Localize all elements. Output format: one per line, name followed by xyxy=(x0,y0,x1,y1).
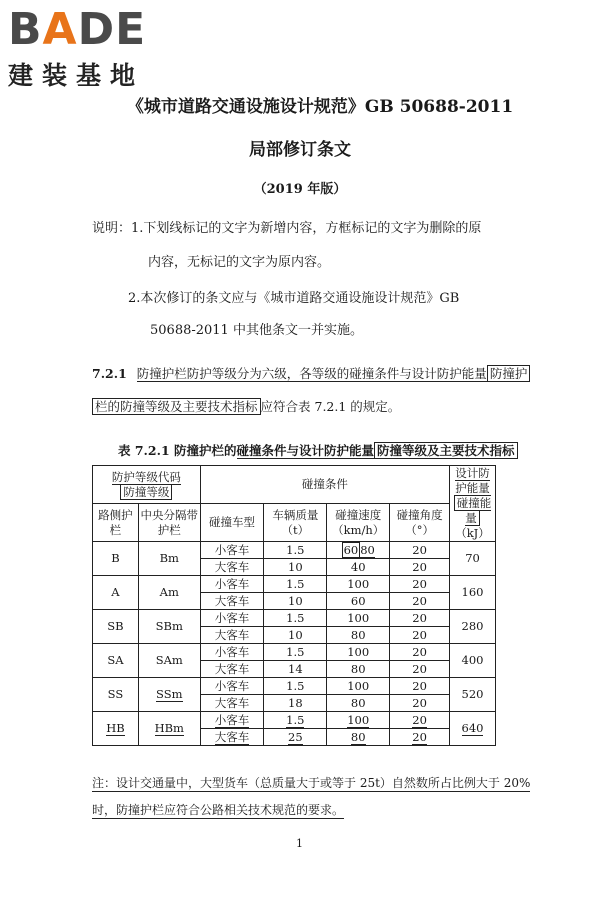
cell-vehicle: 小客车 xyxy=(200,542,264,559)
cell-speed: 100 xyxy=(327,644,390,661)
cell-vehicle: 大客车 xyxy=(200,729,264,746)
table-row xyxy=(93,542,496,559)
cell-mass: 10 xyxy=(264,627,327,644)
cell-angle: 20 xyxy=(390,729,450,746)
table-row xyxy=(93,678,496,695)
cell-angle: 20 xyxy=(390,695,450,712)
cell-vehicle: 小客车 xyxy=(200,610,264,627)
doc-title: 《城市道路交通设施设计规范》GB 50688-2011 xyxy=(126,97,514,117)
cell-roadside-level: A xyxy=(93,576,139,610)
cell-vehicle: 小客车 xyxy=(200,712,264,729)
header-median: 中央分隔带护栏 xyxy=(138,504,200,542)
barrier-spec-table xyxy=(92,465,496,746)
cell-energy: 70 xyxy=(450,542,496,576)
cell-mass: 1.5 xyxy=(264,678,327,695)
cell-median-level: Bm xyxy=(138,542,200,576)
header-energy-added: 设计防护能量 xyxy=(455,466,490,495)
cell-angle: 20 xyxy=(390,559,450,576)
cell-angle: 20 xyxy=(390,610,450,627)
cell-mass: 1.5 xyxy=(264,542,327,559)
cell-mass: 18 xyxy=(264,695,327,712)
logo-letters-de: DE xyxy=(77,4,147,55)
clause-added-text: 防撞护栏防护等级分为六级，各等级的碰撞条件与设计防护能量 xyxy=(136,366,487,381)
cell-mass: 10 xyxy=(264,559,327,576)
clause-line-1 xyxy=(92,364,530,382)
cell-angle: 20 xyxy=(390,593,450,610)
cell-median-level: SBm xyxy=(138,610,200,644)
cell-mass: 1.5 xyxy=(264,644,327,661)
logo-subtitle: 建装基地 xyxy=(8,61,145,90)
header-level-code xyxy=(93,466,201,504)
cell-speed: 80 xyxy=(327,661,390,678)
cell-mass: 1.5 xyxy=(264,576,327,593)
clause-text: 应符合表 7.2.1 的规定。 xyxy=(260,399,401,414)
cell-angle: 20 xyxy=(390,678,450,695)
cell-roadside-level: B xyxy=(93,542,139,576)
footnote-line-1: 注：设计交通量中，大型货车（总质量大于或等于 25t）自然数所占比例大于 20% xyxy=(92,776,531,790)
cell-median-level: SSm xyxy=(138,678,200,712)
cell-speed: 100 xyxy=(327,712,390,729)
cell-vehicle: 大客车 xyxy=(200,661,264,678)
table-row xyxy=(93,576,496,593)
cell-mass: 1.5 xyxy=(264,610,327,627)
caption-prefix: 表 7.2.1 防撞护栏的 xyxy=(118,443,237,458)
cell-vehicle: 小客车 xyxy=(200,576,264,593)
table-row xyxy=(93,712,496,729)
caption-added: 碰撞条件与设计防护能量 xyxy=(236,443,375,458)
cell-speed: 100 xyxy=(327,678,390,695)
cell-speed: 80 xyxy=(327,729,390,746)
header-code-deleted: 防撞等级 xyxy=(120,484,172,500)
cell-mass: 14 xyxy=(264,661,327,678)
cell-vehicle: 小客车 xyxy=(200,678,264,695)
cell-roadside-level: HB xyxy=(93,712,139,746)
footnote-line-2: 时，防撞护栏应符合公路相关技术规范的要求。 xyxy=(92,803,345,817)
header-energy-unit: （kJ） xyxy=(455,526,490,540)
cell-speed: 60 80 xyxy=(327,542,390,559)
header-vehicle: 碰撞车型 xyxy=(200,504,264,542)
cell-angle: 20 xyxy=(390,712,450,729)
cell-speed: 80 xyxy=(327,627,390,644)
cell-mass: 1.5 xyxy=(264,712,327,729)
page-number: 1 xyxy=(296,837,303,850)
cell-angle: 20 xyxy=(390,627,450,644)
header-angle: 碰撞角度（°） xyxy=(390,504,450,542)
cell-energy: 280 xyxy=(450,610,496,644)
cell-angle: 20 xyxy=(390,644,450,661)
note-2-line-2: 50688-2011 中其他条文一并实施。 xyxy=(150,323,363,338)
clause-line-2 xyxy=(92,397,400,415)
cell-vehicle: 大客车 xyxy=(200,559,264,576)
cell-vehicle: 大客车 xyxy=(200,695,264,712)
clause-deleted-text-2: 栏的防撞等级及主要技术指标 xyxy=(92,398,261,415)
cell-energy: 640 xyxy=(450,712,496,746)
header-roadside: 路侧护栏 xyxy=(93,504,139,542)
cell-speed: 40 xyxy=(327,559,390,576)
cell-speed: 100 xyxy=(327,576,390,593)
caption-deleted: 防撞等级及主要技术指标 xyxy=(374,442,518,459)
header-mass: 车辆质量（t） xyxy=(264,504,327,542)
clause-deleted-text-1: 防撞护 xyxy=(487,365,531,382)
note-1-line-2: 内容，无标记的文字为原内容。 xyxy=(148,255,331,270)
cell-speed: 100 xyxy=(327,610,390,627)
cell-energy: 400 xyxy=(450,644,496,678)
note-2-line-1: 2.本次修订的条文应与《城市道路交通设施设计规范》GB xyxy=(128,291,460,306)
header-energy xyxy=(450,466,496,542)
cell-roadside-level: SB xyxy=(93,610,139,644)
clause-number: 7.2.1 xyxy=(92,366,127,381)
header-conditions: 碰撞条件 xyxy=(200,466,449,504)
table-row xyxy=(93,644,496,661)
cell-vehicle: 大客车 xyxy=(200,627,264,644)
header-speed: 碰撞速度（km/h） xyxy=(327,504,390,542)
logo-letter-a: A xyxy=(42,4,78,55)
table-row xyxy=(93,610,496,627)
bade-logo xyxy=(8,6,146,92)
header-energy-deleted: 碰撞能量 xyxy=(454,495,492,526)
doc-edition: （2019 年版） xyxy=(253,182,347,197)
note-1-line-1: 说明：1.下划线标记的文字为新增内容，方框标记的文字为删除的原 xyxy=(92,221,482,236)
cell-mass: 25 xyxy=(264,729,327,746)
cell-median-level: Am xyxy=(138,576,200,610)
logo-letter-b: B xyxy=(8,4,43,55)
cell-vehicle: 大客车 xyxy=(200,593,264,610)
header-code-added: 防护等级代码 xyxy=(111,469,181,484)
logo-wordmark xyxy=(8,6,146,54)
cell-median-level: SAm xyxy=(138,644,200,678)
cell-vehicle: 小客车 xyxy=(200,644,264,661)
cell-roadside-level: SA xyxy=(93,644,139,678)
cell-energy: 160 xyxy=(450,576,496,610)
cell-energy: 520 xyxy=(450,678,496,712)
cell-angle: 20 xyxy=(390,576,450,593)
cell-speed: 80 xyxy=(327,695,390,712)
cell-mass: 10 xyxy=(264,593,327,610)
cell-angle: 20 xyxy=(390,661,450,678)
table-caption xyxy=(118,441,518,459)
doc-subtitle: 局部修订条文 xyxy=(249,140,351,160)
cell-angle: 20 xyxy=(390,542,450,559)
cell-speed: 60 xyxy=(327,593,390,610)
cell-roadside-level: SS xyxy=(93,678,139,712)
cell-median-level: HBm xyxy=(138,712,200,746)
